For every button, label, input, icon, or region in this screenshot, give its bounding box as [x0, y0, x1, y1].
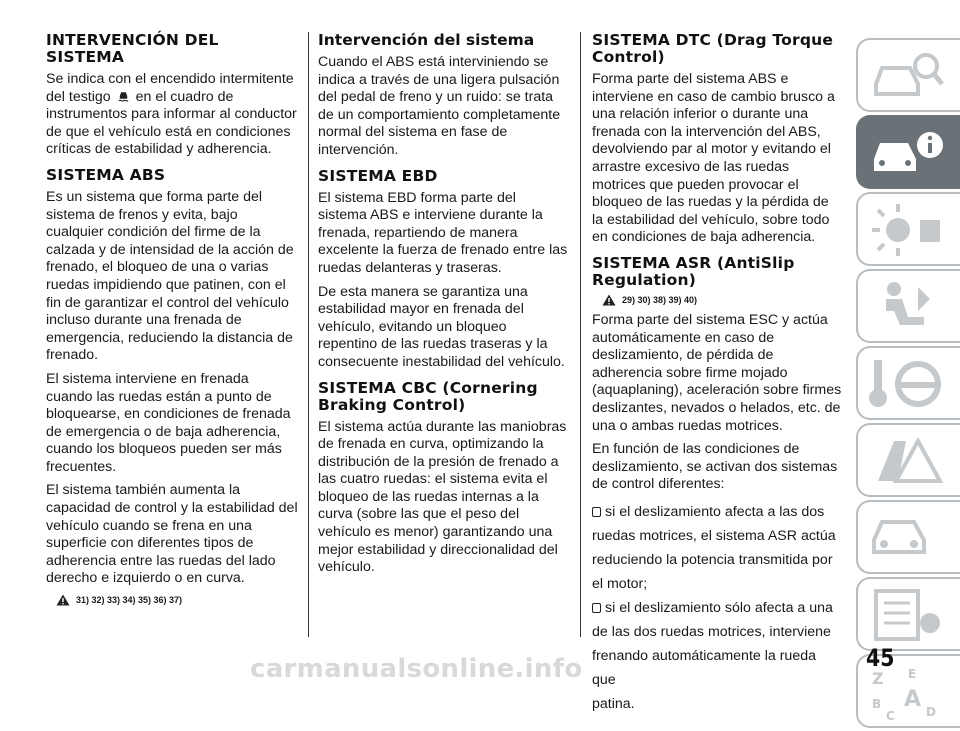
tab-starting-driving[interactable]	[856, 346, 960, 420]
seat-airbag-icon	[868, 277, 946, 337]
column-3	[592, 32, 842, 716]
list-item: si el deslizamiento sólo afecta a una de las dos ruedas motrices, interviene frenando automáticamente la rueda que patina.	[592, 599, 833, 712]
paragraph-asr-2: En función de las condiciones de deslizamiento, se activan dos sistemas de control diferentes:	[592, 441, 838, 493]
warning-references: 31) 32) 33) 34) 35) 36) 37)	[46, 594, 298, 606]
chapter-sidebar	[856, 38, 960, 731]
column-divider-2	[580, 32, 581, 637]
heading-sistema-dtc: SISTEMA DTC (Drag Torque Control)	[592, 31, 834, 66]
watermark: carmanualsonline.info	[250, 654, 583, 684]
warning-triangle-icon	[602, 294, 616, 306]
tab-safety-systems[interactable]	[856, 115, 960, 189]
column-1	[46, 32, 298, 612]
paragraph-ebd-1: El sistema EBD forma parte del sistema ABS e interviene durante la frenada, repartiendo de manera excelente la fuerza de frenado entre las ruedas delanteras y traseras.	[318, 189, 568, 276]
page-number: 45	[866, 644, 895, 672]
heading-sistema-ebd: SISTEMA EBD	[318, 166, 438, 185]
paragraph-abs-2: El sistema interviene en frenada cuando las ruedas están a punto de bloquearse, en condiciones de frenada de emergencia o de baja adherencia, cuando los bloqueos pueden ser más frecuentes.	[46, 370, 291, 475]
car-search-icon	[868, 46, 946, 106]
tab-seat-safety[interactable]	[856, 269, 960, 343]
technical-data-icon	[868, 585, 946, 645]
car-info-icon	[868, 123, 946, 183]
heading-sistema-asr: SISTEMA ASR (AntiSlip Regulation)	[592, 253, 795, 289]
tab-maintenance[interactable]	[856, 500, 960, 574]
paragraph-cbc: El sistema actúa durante las maniobras de frenada en curva, optimizando la distribución de la presión de frenado a las cuatro ruedas: el sistema evita el bloqueo de las ruedas internas a la curva (sobre las que el peso del vehículo es menor) garantizando una mejor estabilidad y direccionalidad del vehículo.	[318, 418, 567, 576]
warning-references-asr: 29) 30) 38) 39) 40)	[592, 294, 842, 306]
list-item: si el deslizamiento afecta a las dos ruedas motrices, el sistema ASR actúa reduciendo la potencia transmitida por el motor;	[592, 503, 836, 592]
bullet-icon	[592, 603, 601, 613]
paragraph-intervencion: Cuando el ABS está interviniendo se indica a través de una ligera pulsación del pedal de freno y un ruido: se trata de un comportamiento completamente normal del sistema en fase de intervención.	[318, 54, 561, 158]
svg-text:A: A	[904, 687, 922, 712]
svg-text:D: D	[926, 705, 936, 719]
svg-text:C: C	[886, 709, 895, 723]
bullet-icon	[592, 507, 601, 517]
car-maintenance-icon	[868, 508, 946, 568]
heading-intervencion-del-sistema: Intervención del sistema	[318, 31, 535, 49]
esc-warning-icon	[117, 89, 130, 103]
tab-lights[interactable]	[856, 192, 960, 266]
column-2	[318, 32, 568, 583]
emergency-road-icon	[868, 431, 946, 491]
paragraph-abs-3: El sistema también aumenta la capacidad de control y la estabilidad del vehículo cuando se frena en una superficie con diferentes tipos de adherencia entre las ruedas del lado derecho e izquierdo o en curva.	[46, 482, 298, 587]
heading-intervencion-sistema: INTERVENCIÓN DEL SISTEMA	[46, 31, 219, 66]
key-steering-icon	[868, 354, 946, 414]
heading-sistema-cbc: SISTEMA CBC (Cornering Braking Control)	[318, 378, 538, 414]
warning-triangle-icon	[56, 594, 70, 606]
svg-text:B: B	[872, 697, 882, 711]
paragraph-abs-1: Es un sistema que forma parte del sistema de frenos y evita, bajo cualquier condición del firme de la calzada y de intensidad de la acción de frenado, el bloqueo de una o varias ruedas impidiendo que patinen, con el fin de garantizar el control del vehículo incluso durante una frenada de emergencia, reduciendo la distancia de frenado.	[46, 188, 294, 364]
svg-text:Z: Z	[872, 669, 884, 688]
paragraph-asr-1: Forma parte del sistema ESC y actúa automáticamente en caso de deslizamiento, de pérdida de adherencia sobre firme mojado (aquaplaning), aceleración sobre firmes deslizantes, nevados o helados, etc. de una o ambas ruedas motrices.	[592, 311, 842, 434]
warning-lights-icon	[868, 200, 946, 260]
column-divider-1	[308, 32, 309, 637]
paragraph-testigo: Se indica con el encendido intermitente del testigo en el cuadro de instrumentos para informar al conductor de que el vehículo está en condiciones críticas de estabilidad y adherencia.	[46, 71, 297, 158]
svg-text:E: E	[908, 667, 917, 681]
paragraph-ebd-2: De esta manera se garantiza una estabilidad mayor en frenada del vehículo, evitando un bloqueo repentino de las ruedas traseras y la consecuente inestabilidad del vehículo.	[318, 283, 565, 370]
tab-technical-data[interactable]	[856, 577, 960, 651]
tab-getting-to-know-car[interactable]	[856, 38, 960, 112]
paragraph-dtc: Forma parte del sistema ABS e interviene en caso de cambio brusco a una relación inferior o durante una frenada con la intervención del ABS, devolviendo par al motor y evitando el arrastre excesivo de las ruedas motrices que pueden provocar el bloqueo de las ruedas y la pérdida de la estabilidad del vehículo, sobre todo en condiciones de baja adherencia.	[592, 71, 835, 246]
tab-emergency[interactable]	[856, 423, 960, 497]
heading-sistema-abs: SISTEMA ABS	[46, 165, 166, 184]
